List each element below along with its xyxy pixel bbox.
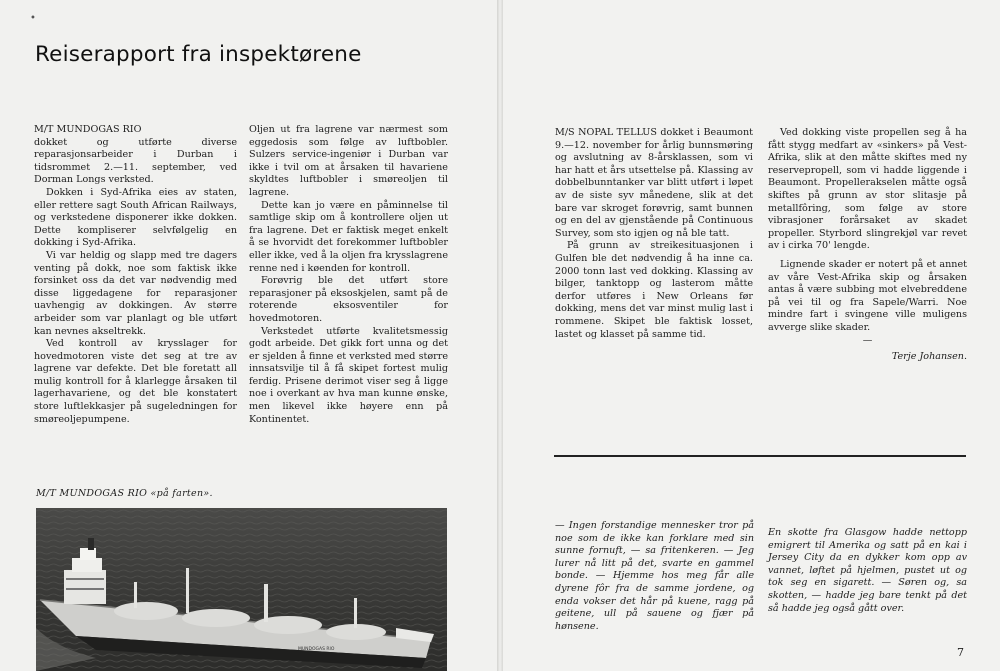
paragraph: Lignende skader er notert på et annet av våre Vest-Afrika skip og årsaken antas å være subbing mot elvebreddene på vei til og fra Sapele/Warri. Noe mindre fart i svingene ville muligens avverge slike skader. [768,258,967,333]
anecdote-right: En skotte fra Glasgow hadde nettopp emigrert til Amerika og satt på en kai i Jersey City da en dykker kom opp av vannet, løftet på hjelmen, pustet ut og tok seg en sigarett. — Søren og, sa skotten, — hadde jeg bare tenkt på det så hadde jeg også gått over. [768,527,967,614]
article-column-2 [249,124,448,426]
paragraph: Dette kan jo være en påminnelse til samtlige skip om å kontrollere oljen ut fra lagrene. Det er faktisk meget enkelt å se hvorvidt det forekommer luftbobler eller ikke, ved å la oljen fra krysslagrene renne ned i køenden for kontroll. [249,199,448,274]
page-title: Reiserapport fra inspektørene [35,42,362,67]
page-number: 7 [957,646,964,659]
ship-photo [36,508,447,671]
paragraph: M/S NOPAL TELLUS dokket i Beaumont 9.—12. november for årlig bunnsmøring og avslutning av 8-årsklassen, som vi har hatt et års utsettelse på. Klassing av dobbelbunntanker var blitt utført i løpet av de siste syv månedene, slik at det bare var skroget forøvrig, samt bunnen og en del av gjenstående på Continuous Survey, som sto igjen og nå ble tatt. [555,127,753,239]
article-column-4 [768,127,967,364]
paragraph: dokket og utførte diverse reparasjonsarbeider i Durban i tidsrommet 2.—11. september, ved Dorman Longs verksted. [34,136,237,186]
paragraph: Oljen ut fra lagrene var nærmest som eggedosis som følge av luftbobler. Sulzers service-ingeniør i Durban var ikke i tvil om at årsaken til havariene skyldtes luftbobler i smøreoljen til lagrene. [249,124,448,198]
article-column-1 [34,124,237,426]
anecdote-left: — Ingen forstandige mennesker tror på noe som de ikke kan forklare med sin sunne fornuft, — sa fritenkeren. — Jeg lurer nå litt på det, svarte en gammel bonde. — Hjemme hos meg får alle dyrene fôr fra de samme jordene, og enda vokser det hår på kuene, ragg på geitene, ull på sauene og fjær på hønsene. [555,520,754,632]
paragraph: Vi var heldig og slapp med tre dagers venting på dokk, noe som faktisk ikke forsinket oss da det var nødvendig med disse liggedagene for reparasjoner uavhengig av dokkingen. Av større arbeider som var planlagt og ble utført kan nevnes akseltrekk. [34,249,237,337]
paragraph: Verkstedet utførte kvalitetsmessig godt arbeide. Det gikk fort unna og det er sjelden å finne et verksted med større innsatsvilje til å få skipet fortest mulig ferdig. Prisene derimot viser seg å ligge noe i overkant av hva man kunne ønske, men likevel ikke høyere enn på Kontinentet. [249,325,448,425]
paragraph: Forøvrig ble det utført store reparasjoner på eksoskjelen, samt på de roterende eksosventiler for hovedmotoren. [249,275,448,324]
page-fold [497,0,503,671]
paragraph: Dokken i Syd-Afrika eies av staten, eller rettere sagt South African Railways, og verkstedene disponerer ikke dokken. Dette kompliserer selvfølgelig en dokking i Syd-Afrika. [34,186,237,249]
section-divider [554,455,966,457]
ship-heading: M/T MUNDOGAS RIO [34,124,142,135]
paragraph: På grunn av streikesituasjonen i Gulfen ble det nødvendig å ha inne ca. 2000 tonn last ved dokking. Klassing av bilger, tanktopp og lasterom måtte derfor utføres i New Orleans før dokking, mens det var minst mulig last i rommene. Skipet ble faktisk losset, lastet og klasset på samme tid. [555,240,753,340]
photo-caption: M/T MUNDOGAS RIO «på farten». [36,488,213,499]
end-dash: — [862,334,873,346]
paragraph: Ved kontroll av krysslager for hovedmotoren viste det seg at tre av lagrene var defekte. Det ble foretatt all mulig kontroll for å klarlegge årsaken til lagerhavariene, og det ble konstatert store luftlekkasjer på sugeledningen for smøreoljepumpene. [34,338,237,425]
hull-name: MUNDOGAS RIO [298,647,335,652]
paragraph: Ved dokking viste propellen seg å ha fått stygg medfart av «sinkers» på Vest-Afrika, slik at den måtte skiftes med ny reservepropell, som vi hadde liggende i Beaumont. Propellerakselen måtte også skiftes på grunn av stor slitasje på metallfôring, som følge av store vibrasjoner forårsaket av skadet propeller. Styrbord slingrekjøl var revet av i cirka 70' lengde. [768,127,967,252]
print-mark: • [30,13,36,24]
author-signature: Terje Johansen. [891,351,967,363]
article-column-3 [555,127,753,341]
